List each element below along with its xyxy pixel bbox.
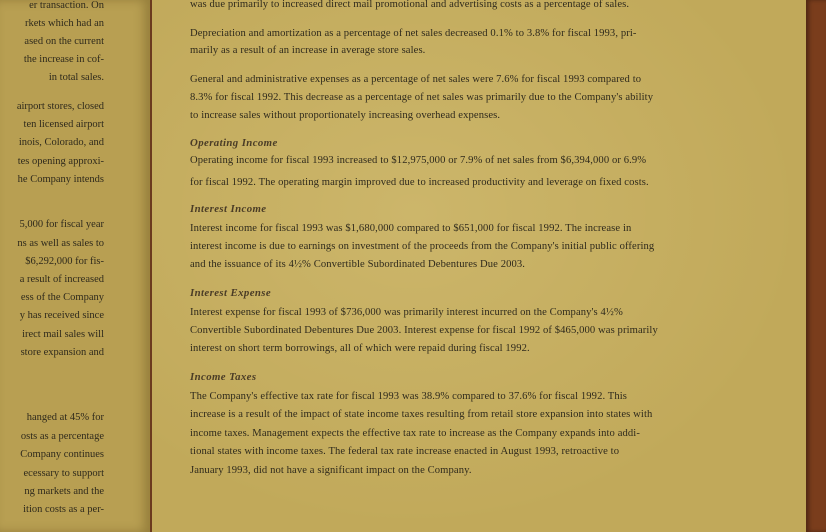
cover-edge bbox=[806, 0, 826, 532]
paragraph-line: increase is a result of the impact of state income taxes resulting from retail store expansion into states with bbox=[190, 409, 653, 420]
left-text-fragment: er transaction. On bbox=[29, 0, 104, 11]
left-text-fragment: ng markets and the bbox=[24, 486, 104, 497]
left-text-fragment: tes opening approxi- bbox=[17, 156, 104, 167]
paragraph-line: General and administrative expenses as a percentage of net sales were 7.6% for fiscal 1993 compared to bbox=[190, 74, 642, 85]
left-text-fragment: in total sales. bbox=[48, 72, 104, 83]
paragraph-line: income taxes. Management expects the effective tax rate to increase as the Company expands into addi- bbox=[190, 428, 640, 439]
paragraph-line: The Company's effective tax rate for fiscal 1993 was 38.9% compared to 37.6% for fiscal 1992. This bbox=[190, 391, 628, 402]
left-text-fragment: a result of increased bbox=[19, 274, 104, 285]
left-text-fragment: y has received since bbox=[19, 310, 104, 321]
left-text-fragment: ess of the Company bbox=[20, 292, 104, 303]
left-text-fragment: rkets which had an bbox=[24, 18, 104, 29]
paragraph-line: Interest income for fiscal 1993 was $1,680,000 compared to $651,000 for fiscal 1992. The increase in bbox=[190, 223, 632, 234]
main-page-panel bbox=[152, 0, 806, 532]
paragraph-line: interest income is due to earnings on investment of the proceeds from the Company's initial public offering bbox=[190, 241, 655, 252]
left-text-fragment: the increase in cof- bbox=[23, 54, 104, 65]
paragraph-line: and the issuance of its 4½% Convertible Subordinated Debentures Due 2003. bbox=[190, 259, 526, 270]
left-text-fragment: ased on the current bbox=[24, 36, 104, 47]
paragraph-line: Convertible Subordinated Debentures Due 2003. Interest expense for fiscal 1992 of $465,000 was primarily bbox=[190, 325, 658, 336]
left-text-fragment: airport stores, closed bbox=[16, 101, 104, 112]
paragraph-line: to increase sales without proportionately increasing overhead expenses. bbox=[190, 110, 501, 121]
paragraph-line: marily as a result of an increase in average store sales. bbox=[190, 45, 426, 56]
paragraph-line: for fiscal 1992. The operating margin improved due to increased productivity and leverage on fixed costs. bbox=[190, 177, 649, 188]
left-text-fragment: irect mail sales will bbox=[22, 329, 104, 340]
paragraph-line: Operating income for fiscal 1993 increased to $12,975,000 or 7.9% of net sales from $6,394,000 or 6.9% bbox=[190, 155, 647, 166]
left-text-fragment: osts as a percentage bbox=[20, 431, 104, 442]
paragraph-line: 8.3% for fiscal 1992. This decrease as a percentage of net sales was primarily due to the Company's ability bbox=[190, 92, 654, 103]
left-text-fragment: hanged at 45% for bbox=[26, 412, 104, 423]
paragraph-line: tional states with income taxes. The federal tax rate increase enacted in August 1993, retroactive to bbox=[190, 446, 620, 457]
left-text-fragment: ition costs as a per- bbox=[23, 504, 104, 515]
left-text-fragment: ten licensed airport bbox=[23, 119, 104, 130]
paragraph-line: January 1993, did not have a significant impact on the Company. bbox=[190, 465, 472, 476]
section-heading-interest-income: Interest Income bbox=[190, 203, 267, 215]
left-text-fragment: ns as well as sales to bbox=[17, 238, 104, 249]
section-heading-income-taxes: Income Taxes bbox=[190, 371, 257, 383]
left-page-panel bbox=[0, 0, 150, 532]
section-heading-interest-expense: Interest Expense bbox=[190, 287, 272, 299]
left-text-fragment: he Company intends bbox=[17, 174, 104, 185]
left-text-fragment: $6,292,000 for fis- bbox=[25, 256, 104, 267]
paragraph-line: interest on short term borrowings, all of which were repaid during fiscal 1992. bbox=[190, 343, 530, 354]
section-heading-operating-income: Operating Income bbox=[190, 137, 278, 149]
left-text-fragment: Company continues bbox=[20, 449, 104, 460]
paragraph-line: Interest expense for fiscal 1993 of $736,000 was primarily interest incurred on the Company's 4½% bbox=[190, 307, 623, 318]
left-text-fragment: store expansion and bbox=[20, 347, 104, 358]
paragraph-line: Depreciation and amortization as a percentage of net sales decreased 0.1% to 3.8% for fiscal 1993, pri- bbox=[190, 28, 637, 39]
left-text-fragment: 5,000 for fiscal year bbox=[19, 219, 104, 230]
paragraph-line: was due primarily to increased direct mail promotional and advertising costs as a percentage of sales. bbox=[190, 0, 630, 10]
left-text-fragment: inois, Colorado, and bbox=[18, 137, 104, 148]
left-text-fragment: ecessary to support bbox=[23, 468, 104, 479]
